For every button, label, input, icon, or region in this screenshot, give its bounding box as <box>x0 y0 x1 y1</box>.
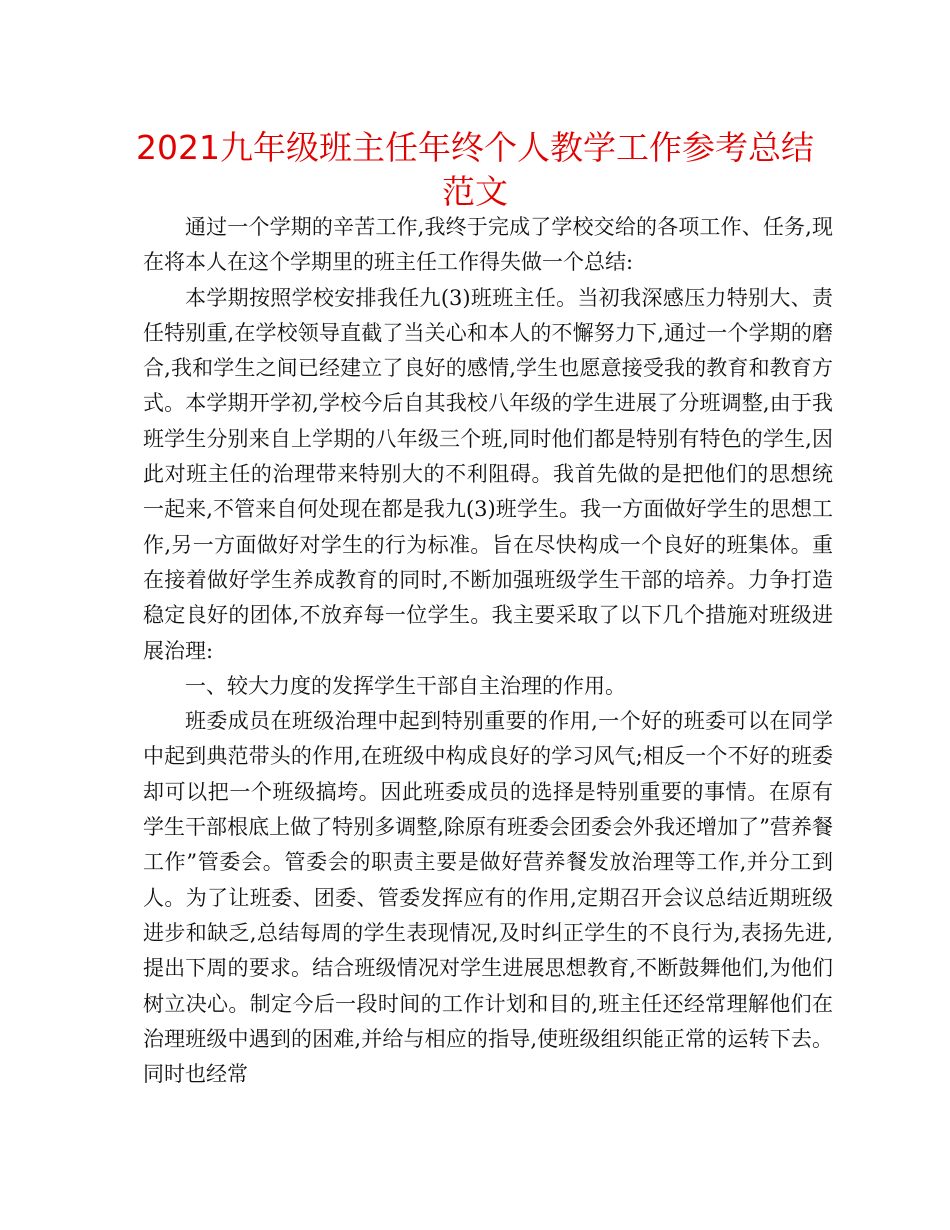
paragraph-class-overview: 本学期按照学校安排我任九(3)班班主任。当初我深感压力特别大、责任特别重,在学校领导直截了当关心和本人的不懈努力下,通过一个学期的磨合,我和学生之间已经建立了良好的感情,学生也愿意接受我的教育和教育方式。本学期开学初,学校今后自其我校八年级的学生进展了分班调整,由于我班学生分别来自上学期的八年级三个班,同时他们都是特别有特色的学生,因此对班主任的治理带来特别大的不利阻碍。我首先做的是把他们的思想统一起来,不管来自何处现在都是我九(3)班学生。我一方面做好学生的思想工作,另一方面做好对学生的行为标准。旨在尽快构成一个良好的班集体。重在接着做好学生养成教育的同时,不断加强班级学生干部的培养。力争打造稳定良好的团体,不放弃每一位学生。我主要采取了以下几个措施对班级进展治理: <box>143 285 833 663</box>
document-body <box>143 210 833 1092</box>
document-title-line1: 2021九年级班主任年终个人教学工作参考总结 <box>136 128 814 167</box>
paragraph-class-committee: 班委成员在班级治理中起到特别重要的作用,一个好的班委可以在同学中起到典范带头的作用,在班级中构成良好的学习风气;相反一个不好的班委却可以把一个班级搞垮。因此班委成员的选择是特别重要的事情。在原有学生干部根底上做了特别多调整,除原有班委会团委会外我还增加了”营养餐工作”管委会。管委会的职责主要是做好营养餐发放治理等工作,并分工到人。为了让班委、团委、管委发挥应有的作用,定期召开会议总结近期班级进步和缺乏,总结每周的学生表现情况,及时纠正学生的不良行为,表扬先进,提出下周的要求。结合班级情况对学生进展思想教育,不断鼓舞他们,为他们树立决心。制定今后一段时间的工作计划和目的,班主任还经常理解他们在治理班级中遇到的困难,并给与相应的指导,使班级组织能正常的运转下去。同时也经常 <box>143 709 833 1087</box>
paragraph-section-heading: 一、较大力度的发挥学生干部自主治理的作用。 <box>185 673 626 698</box>
paragraph-intro: 通过一个学期的辛苦工作,我终于完成了学校交给的各项工作、任务,现在将本人在这个学期里的班主任工作得失做一个总结: <box>143 215 833 275</box>
document-title-line2: 范文 <box>442 172 508 211</box>
